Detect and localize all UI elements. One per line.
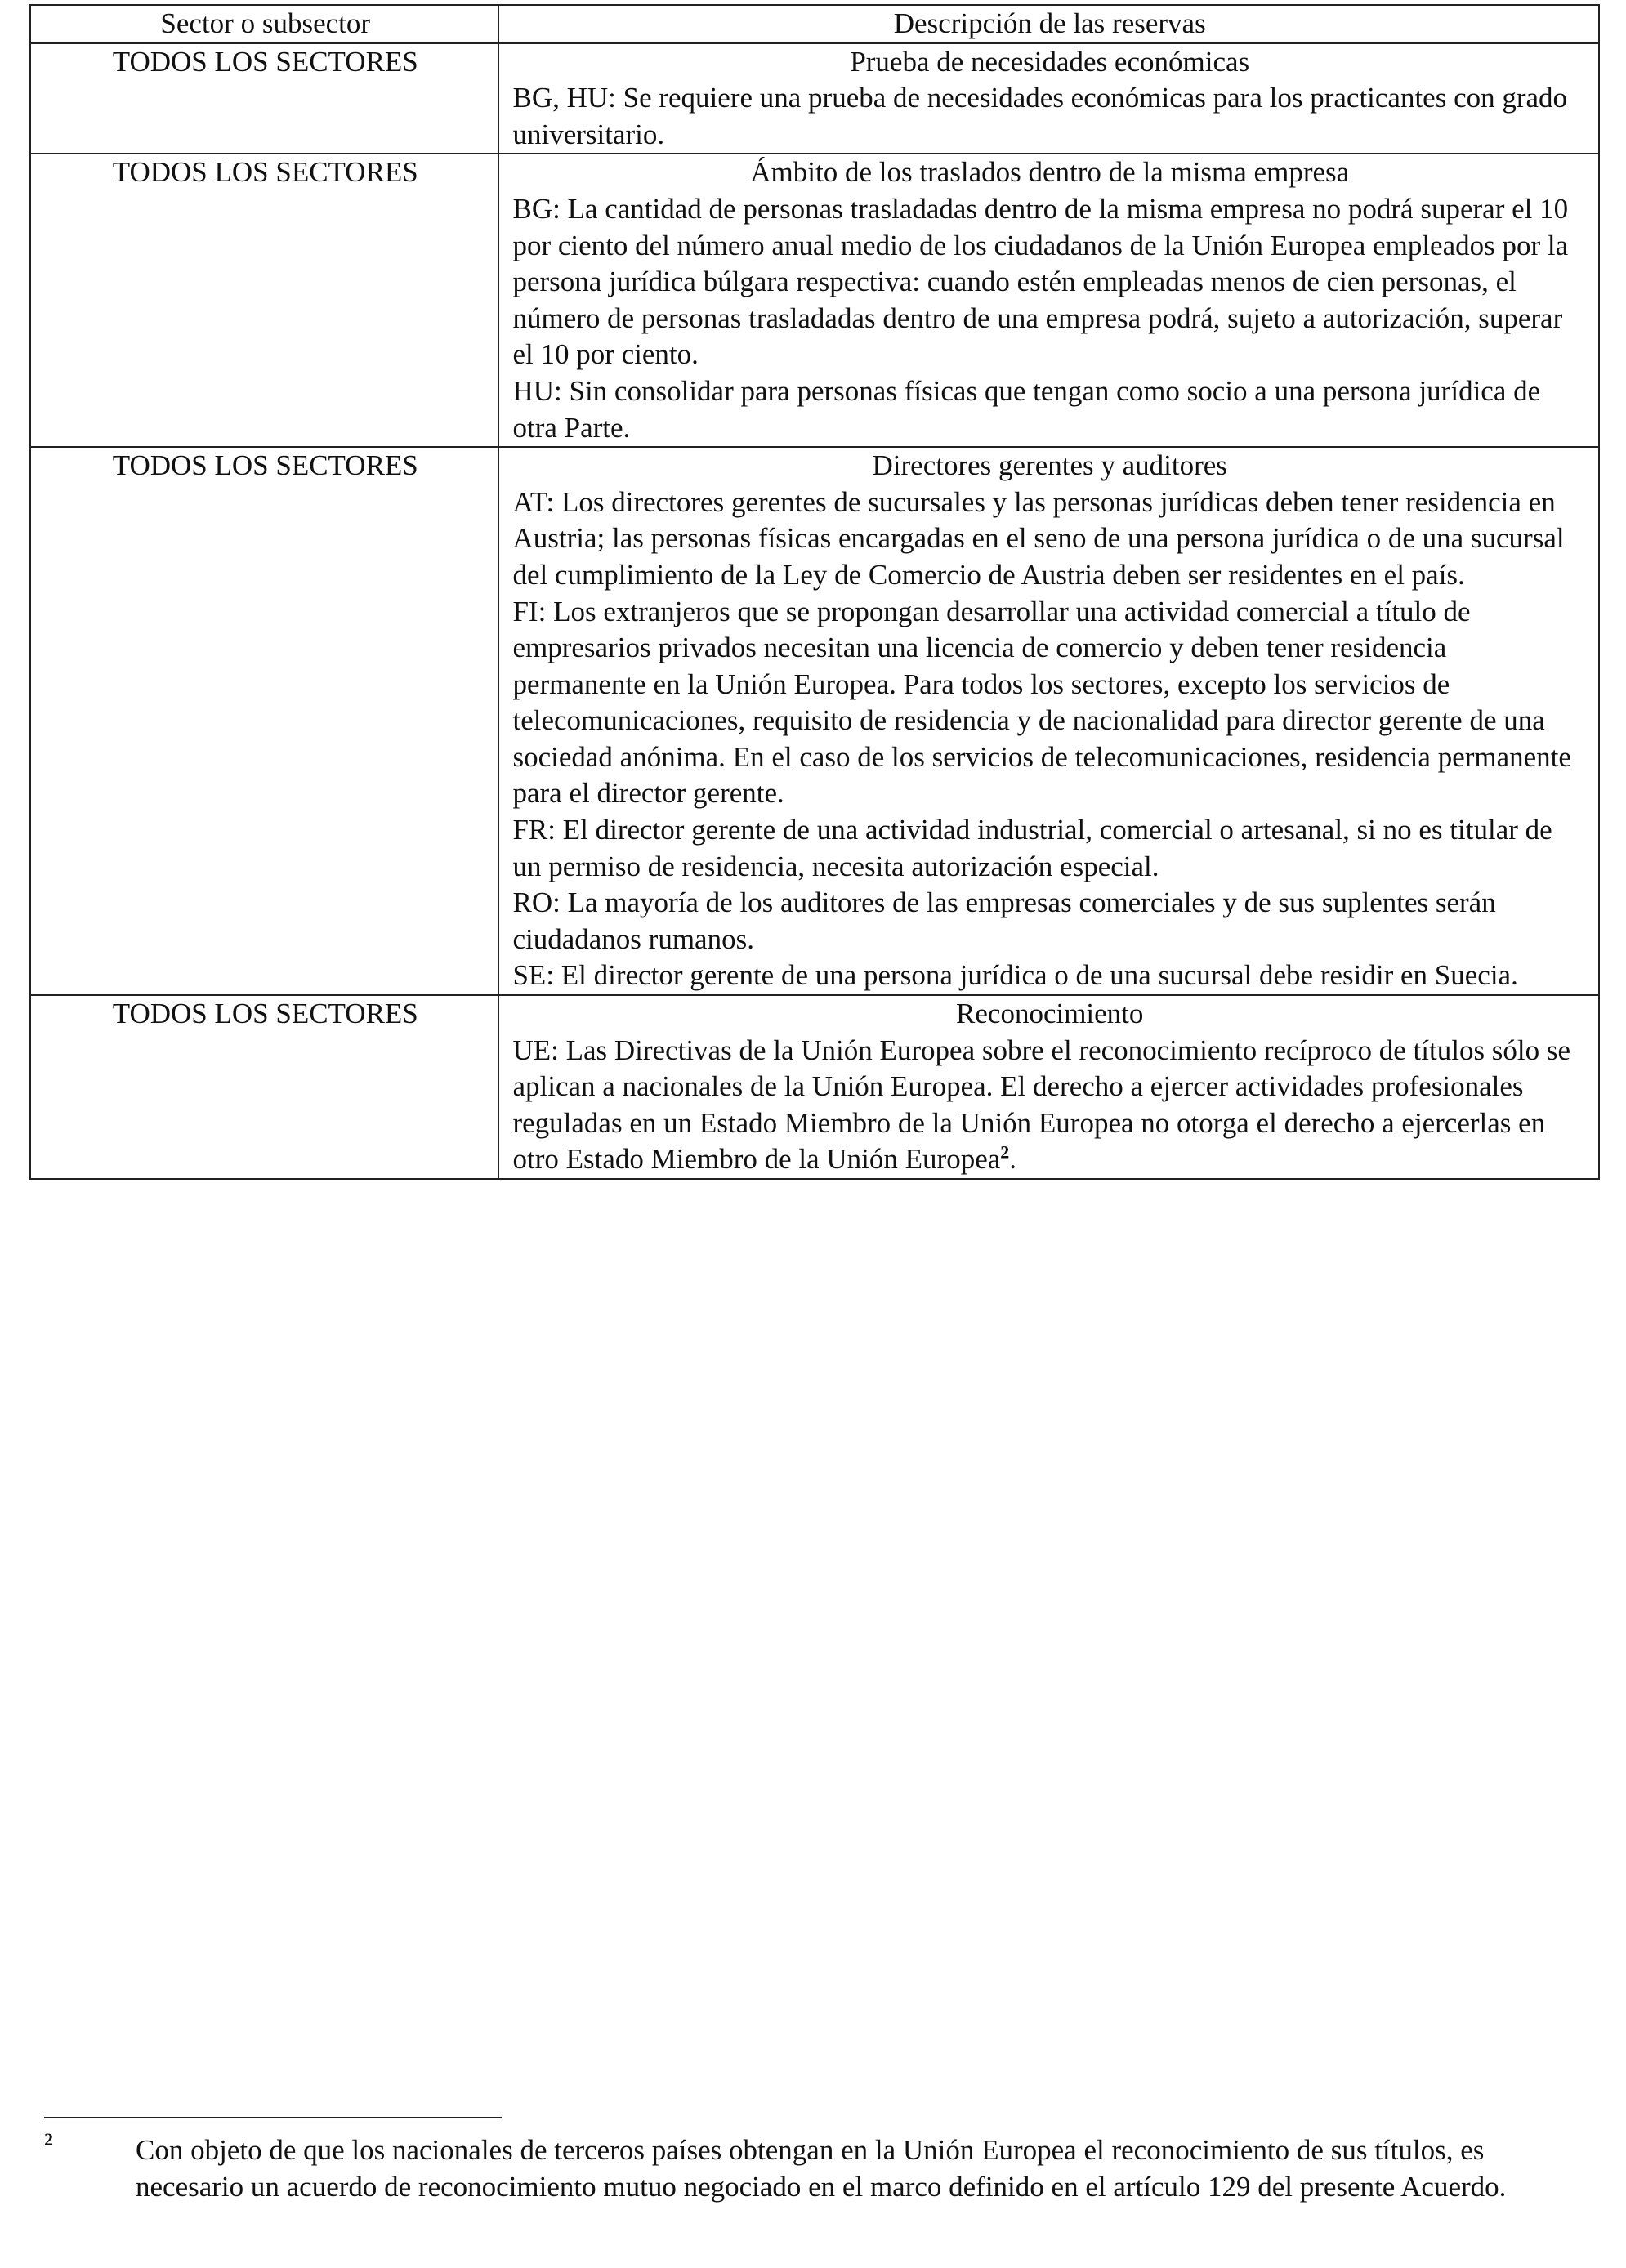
reservations-table [29,4,1600,1180]
reservation-paragraph-text: UE: Las Directivas de la Unión Europea sobre el reconocimiento recíproco de títulos sólo se aplican a nacionales de la Unión Europea. El derecho a ejercer actividades profesionales reguladas en un Estado Miembro de la Unión Europea no otorga el derecho a ejercerlas en otro Estado Miembro de la Unión Europea [512,1034,1571,1176]
trailing-period: . [1009,1143,1017,1176]
reservation-paragraph: SE: El director gerente de una persona jurídica o de una sucursal debe residir en Suecia. [512,959,1518,992]
description-cell [498,447,1599,995]
reservation-paragraph: AT: Los directores gerentes de sucursales y las personas jurídicas deben tener residencia en Austria; las personas físicas encargadas en el seno de una persona jurídica o de una sucursal del cumplimiento de la Ley de Comercio de Austria deben ser residentes en el país. [512,485,1565,591]
reservation-paragraph: BG, HU: Se requiere una prueba de necesidades económicas para los practicantes con grado universitario. [512,82,1568,150]
reservation-paragraph: FR: El director gerente de una actividad industrial, comercial o artesanal, si no es titular de un permiso de residencia, necesita autorización especial. [512,814,1552,882]
table-row [30,154,1599,447]
column-header-sector: Sector o subsector [30,5,498,43]
description-cell [498,43,1599,154]
reservation-heading: Ámbito de los traslados dentro de la misma empresa [750,156,1350,189]
sector-cell: TODOS LOS SECTORES [30,447,498,995]
footnote-separator [44,2117,502,2118]
footnote-reference[interactable]: 2 [1000,1141,1010,1163]
reservation-paragraph: BG: La cantidad de personas trasladadas dentro de la misma empresa no podrá superar el 10 por ciento del número anual medio de los ciudadanos de la Unión Europea empleados por la persona jurídica búlgara respectiva: cuando estén empleadas menos de cien personas, el número de personas trasladadas dentro de una empresa podrá, sujeto a autorización, superar el 10 por ciento. [512,192,1569,371]
table-row [30,447,1599,995]
reservation-heading: Prueba de necesidades económicas [850,45,1250,78]
sector-cell: TODOS LOS SECTORES [30,154,498,447]
reservation-paragraph: HU: Sin consolidar para personas físicas que tengan como socio a una persona jurídica de otra Parte. [512,374,1541,444]
reservation-paragraph: RO: La mayoría de los auditores de las empresas comerciales y de sus suplentes serán ciudadanos rumanos. [512,886,1496,955]
sector-cell: TODOS LOS SECTORES [30,43,498,154]
reservation-heading: Directores gerentes y auditores [872,449,1227,482]
sector-cell: TODOS LOS SECTORES [30,995,498,1179]
description-cell [498,154,1599,447]
column-header-description: Descripción de las reservas [498,5,1599,43]
footnote-number: 2 [44,2129,53,2150]
table-row [30,43,1599,154]
reservation-heading: Reconocimiento [956,998,1144,1030]
footnote-text: Con objeto de que los nacionales de terceros países obtengan en la Unión Europea el reconocimiento de sus títulos, es necesario un acuerdo de reconocimiento mutuo negociado en el marco definido en el artículo 129 del presente Acuerdo. [136,2134,1507,2203]
description-cell [498,995,1599,1179]
reservation-paragraph [512,1033,1587,1178]
table-row [30,995,1599,1179]
reservation-paragraph: FI: Los extranjeros que se propongan desarrollar una actividad comercial a título de empresarios privados necesitan una licencia de comercio y deben tener residencia permanente en la Unión Europea. Para todos los sectores, excepto los servicios de telecomunicaciones, requisito de residencia y de nacionalidad para director gerente de una sociedad anónima. En el caso de los servicios de telecomunicaciones, residencia permanente para el director gerente. [512,595,1571,810]
table-header-row [30,5,1599,43]
